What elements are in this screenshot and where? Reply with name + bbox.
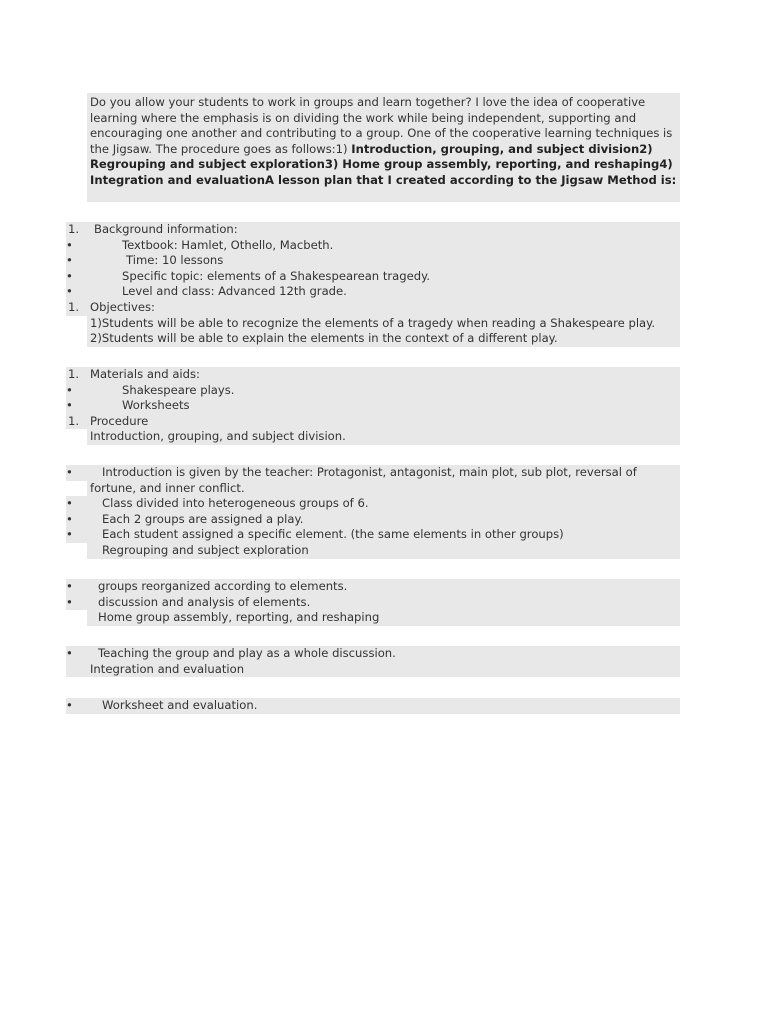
procedure-step: discussion and analysis of elements. (98, 594, 311, 609)
bullet: • (66, 382, 73, 397)
procedure-step: Class divided into heterogeneous groups of 6. (102, 496, 369, 511)
procedure-step: Each 2 groups are assigned a play. (102, 511, 304, 526)
procedure-step: Each student assigned a specific element. (the same elements in other groups) (102, 527, 564, 542)
procedure-heading: Procedure (90, 413, 149, 428)
list-item (87, 331, 680, 347)
list-item (87, 316, 680, 332)
list-number: 1. (68, 222, 80, 236)
procedure-step: Worksheet and evaluation. (102, 698, 258, 712)
list-item (66, 284, 680, 300)
bullet: • (66, 237, 73, 252)
list-item (66, 595, 680, 611)
list-number: 1. (68, 367, 80, 381)
procedure-subheading: Introduction, grouping, and subject division. (90, 429, 346, 444)
list-item (66, 238, 680, 254)
bullet: • (66, 268, 73, 283)
list-item-continued (87, 481, 680, 497)
phase-heading: Home group assembly, reporting, and reshaping (98, 610, 380, 625)
objective-item: 2)Students will be able to explain the elements in the context of a different play. (90, 331, 558, 346)
list-item (66, 579, 680, 595)
objectives-heading: Objectives: (90, 300, 155, 314)
procedure-step: Introduction is given by the teacher: Protagonist, antagonist, main plot, sub plot, reversal of (102, 465, 637, 479)
list-number: 1. (68, 300, 80, 314)
bullet: • (66, 527, 73, 542)
list-item (66, 698, 680, 714)
intro-paragraph (87, 93, 680, 202)
procedure-step: groups reorganized according to elements. (98, 579, 348, 593)
topic-item: Specific topic: elements of a Shakespearean tragedy. (122, 268, 431, 283)
phase-heading-row (66, 662, 680, 678)
intro-bold-text: Introduction, grouping, and subject division2) Regrouping and subject exploration3) Home group assembly, reporting, and reshaping4) Integration and evaluationA lesson plan that I created according to the Jigsaw Method is: (90, 141, 677, 187)
phase-heading-row (87, 610, 680, 626)
materials-heading-row (66, 367, 680, 383)
list-item (66, 383, 680, 399)
intro-text: Do you allow your students to work in groups and learn together? I love the idea of cooperative learning where the emphasis is on dividing the work while being independent, supporting and encouraging one another and contributing to a group. One of the cooperative learning techniques is the Jigsaw. The procedure goes as follows:1) (90, 95, 673, 156)
list-item (66, 527, 680, 543)
list-item (66, 465, 680, 481)
list-item (66, 646, 680, 662)
list-number: 1. (68, 413, 80, 428)
material-item: Worksheets (122, 398, 190, 413)
list-item (66, 398, 680, 414)
list-item (66, 512, 680, 528)
bullet: • (66, 284, 73, 299)
phase-heading-row (87, 543, 680, 559)
textbook-item: Textbook: Hamlet, Othello, Macbeth. (122, 237, 334, 252)
bullet: • (66, 465, 73, 479)
procedure-heading-row (66, 414, 680, 430)
bullet: • (66, 594, 73, 609)
materials-heading: Materials and aids: (90, 367, 200, 381)
time-item: Time: 10 lessons (126, 253, 224, 268)
procedure-step-continued: fortune, and inner conflict. (90, 480, 245, 495)
list-item (66, 496, 680, 512)
background-heading-row (66, 222, 680, 238)
list-item (66, 253, 680, 269)
procedure-step: Teaching the group and play as a whole discussion. (98, 646, 396, 660)
bullet: • (66, 398, 73, 413)
bullet: • (66, 496, 73, 511)
bullet: • (66, 646, 73, 660)
material-item: Shakespeare plays. (122, 382, 235, 397)
bullet: • (66, 511, 73, 526)
phase-heading: Integration and evaluation (90, 661, 245, 676)
objective-item: 1)Students will be able to recognize the elements of a tragedy when reading a Shakespeare play. (90, 315, 656, 330)
level-item: Level and class: Advanced 12th grade. (122, 284, 347, 299)
phase-heading: Regrouping and subject exploration (102, 543, 309, 557)
background-heading: Background information: (94, 222, 238, 236)
procedure-subheading-row (87, 429, 680, 445)
bullet: • (66, 579, 73, 593)
list-item (66, 269, 680, 285)
bullet: • (66, 253, 73, 268)
bullet: • (66, 698, 73, 712)
objectives-heading-row (66, 300, 680, 316)
